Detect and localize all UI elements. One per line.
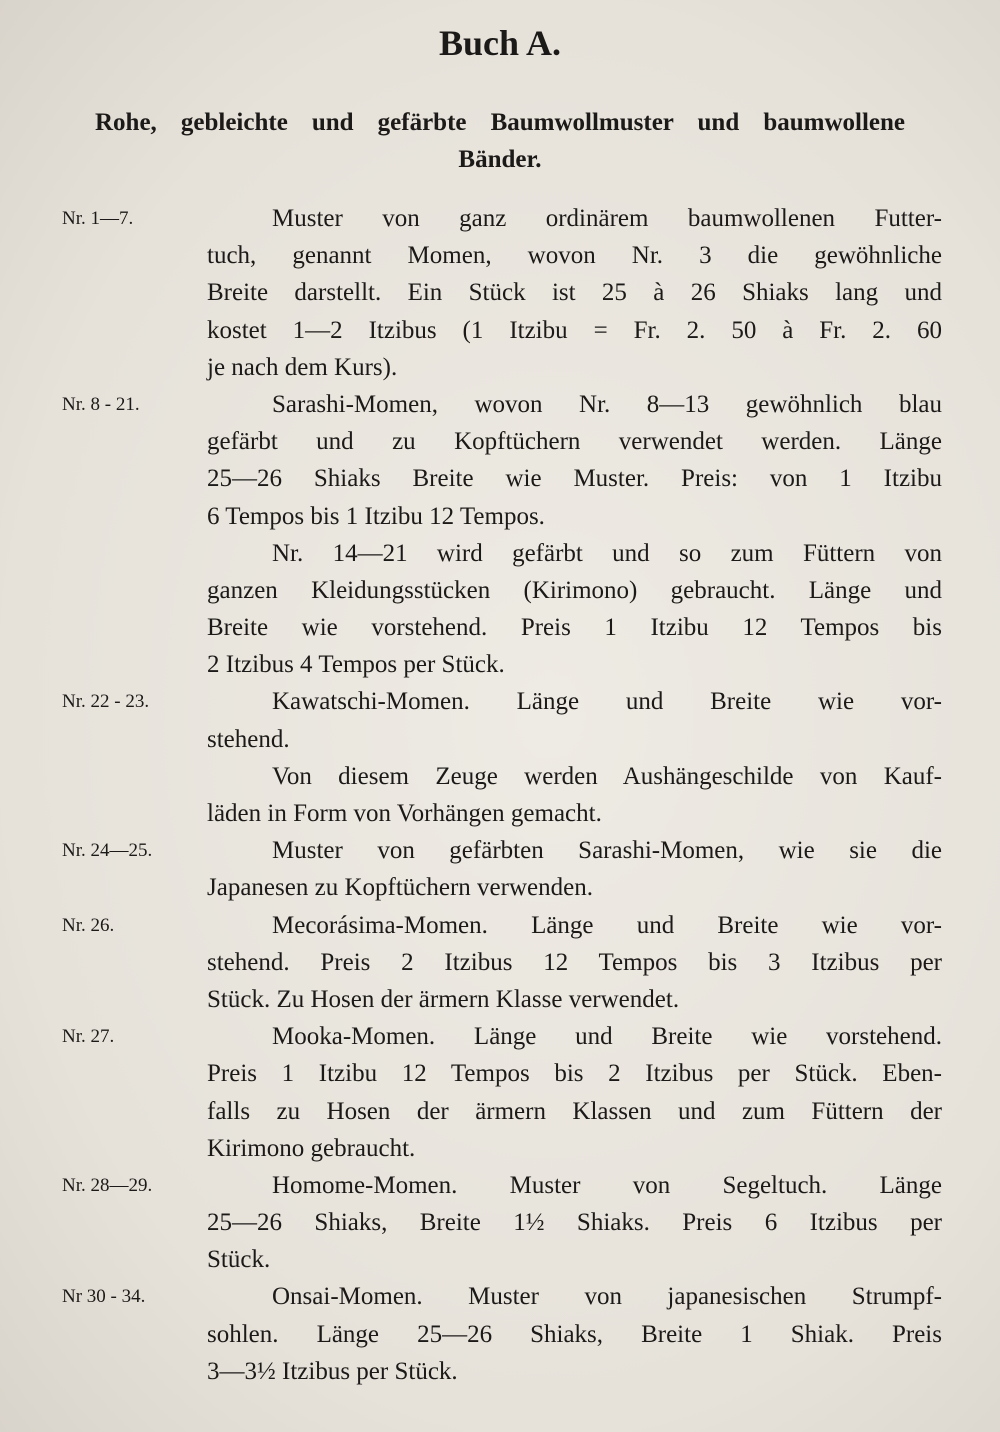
entry-text: 3—3½ Itzibus per Stück. <box>207 1357 458 1385</box>
entry-text: Breite darstellt. Ein Stück ist 25 à 26 Shiaks lang und <box>207 279 942 307</box>
entry-line <box>0 683 1000 720</box>
entry-line <box>0 1018 1000 1055</box>
entry-line <box>0 907 1000 944</box>
entry-text: Stück. Zu Hosen der ärmern Klasse verwendet. <box>207 985 680 1013</box>
entry-number-label: Nr. 26. <box>62 914 115 936</box>
entry-line <box>0 609 1000 646</box>
entry-text: Muster von ganz ordinärem baumwollenen Futter- <box>272 205 942 232</box>
entry-text: Japanesen zu Kopftüchern verwenden. <box>207 874 593 902</box>
entry-line <box>0 1316 1000 1353</box>
entry-line <box>0 758 1000 795</box>
entry-text: ganzen Kleidungsstücken (Kirimono) gebraucht. Länge und <box>207 576 942 604</box>
entry-text: Preis 1 Itzibu 12 Tempos bis 2 Itzibus per Stück. Eben- <box>207 1060 942 1088</box>
entry-line <box>0 312 1000 349</box>
entry-text: sohlen. Länge 25—26 Shiaks, Breite 1 Shiak. Preis <box>207 1320 942 1348</box>
entry-line <box>0 423 1000 460</box>
entry-number-label: Nr. 28—29. <box>62 1174 153 1196</box>
entry-text: Stück. <box>207 1246 271 1274</box>
entry-line <box>0 832 1000 869</box>
entry-text: 25—26 Shiaks Breite wie Muster. Preis: von 1 Itzibu <box>207 465 942 493</box>
entry-text: je nach dem Kurs). <box>207 353 398 381</box>
entry-text: stehend. Preis 2 Itzibus 12 Tempos bis 3 Itzibus per <box>207 948 942 976</box>
entry-text: Kirimono gebraucht. <box>207 1134 416 1162</box>
entry-line <box>0 646 1000 683</box>
entry-text: kostet 1—2 Itzibus (1 Itzibu = Fr. 2. 50 à Fr. 2. 60 <box>207 316 942 344</box>
entry-text: 2 Itzibus 4 Tempos per Stück. <box>207 651 505 679</box>
entry-line <box>0 200 1000 237</box>
entry-text: Sarashi-Momen, wovon Nr. 8—13 gewöhnlich blau <box>272 390 942 418</box>
entry-line <box>0 1204 1000 1241</box>
entry-line <box>0 460 1000 497</box>
entry-line <box>0 349 1000 386</box>
entry-line <box>0 1055 1000 1092</box>
entry-number-label: Nr. 8 - 21. <box>62 393 140 415</box>
entry-line <box>0 1353 1000 1390</box>
entry-text: läden in Form von Vorhängen gemacht. <box>207 800 602 827</box>
entry-line <box>0 237 1000 274</box>
entry-text: Mecorásima-Momen. Länge und Breite wie vor- <box>272 911 942 939</box>
entry-line <box>0 944 1000 981</box>
entry-text: falls zu Hosen der ärmern Klassen und zum Füttern der <box>207 1097 942 1125</box>
entry-text: Muster von gefärbten Sarashi-Momen, wie sie die <box>272 837 942 865</box>
entry-line <box>0 535 1000 572</box>
entry-line <box>0 498 1000 535</box>
section-subtitle <box>95 104 905 178</box>
entry-line <box>0 386 1000 423</box>
subtitle-line: Bänder. <box>458 146 542 173</box>
entry-number-label: Nr. 22 - 23. <box>62 691 150 713</box>
entry-text: stehend. <box>207 725 290 753</box>
entries <box>0 200 1000 1390</box>
entry-line <box>0 721 1000 758</box>
entry-line <box>0 795 1000 832</box>
entry-text: Homome-Momen. Muster von Segeltuch. Länge <box>272 1171 942 1199</box>
entry-line <box>0 1093 1000 1130</box>
entry-number-label: Nr. 24—25. <box>62 840 153 862</box>
entry-line <box>0 1167 1000 1204</box>
subtitle-line: Rohe, gebleichte und gefärbte Baumwollmuster und baumwollene <box>95 109 905 136</box>
entry-number-label: Nr 30 - 34. <box>62 1286 146 1308</box>
entry-text: Kawatschi-Momen. Länge und Breite wie vor- <box>272 688 942 716</box>
entry-text: tuch, genannt Momen, wovon Nr. 3 die gewöhnliche <box>207 242 942 270</box>
entry-text: Mooka-Momen. Länge und Breite wie vorstehend. <box>272 1023 942 1051</box>
entry-line <box>0 869 1000 906</box>
entry-number-label: Nr. 27. <box>62 1026 115 1048</box>
entry-line <box>0 1241 1000 1278</box>
entry-line <box>0 981 1000 1018</box>
entry-line <box>0 1130 1000 1167</box>
entry-text: Von diesem Zeuge werden Aushängeschilde von Kauf- <box>272 762 942 790</box>
entry-number-label: Nr. 1—7. <box>62 208 134 229</box>
entry-text: Onsai-Momen. Muster von japanesischen Strumpf- <box>272 1283 942 1311</box>
entry-line <box>0 572 1000 609</box>
entry-text: 25—26 Shiaks, Breite 1½ Shiaks. Preis 6 Itzibus per <box>207 1209 942 1237</box>
entry-text: gefärbt und zu Kopftüchern verwendet werden. Länge <box>207 428 942 456</box>
entry-text: Nr. 14—21 wird gefärbt und so zum Füttern von <box>272 539 942 567</box>
entry-line <box>0 1278 1000 1315</box>
entry-text: Breite wie vorstehend. Preis 1 Itzibu 12 Tempos bis <box>207 614 942 642</box>
page-title: Buch A. <box>438 23 562 63</box>
entry-line <box>0 274 1000 311</box>
entry-text: 6 Tempos bis 1 Itzibu 12 Tempos. <box>207 502 545 530</box>
